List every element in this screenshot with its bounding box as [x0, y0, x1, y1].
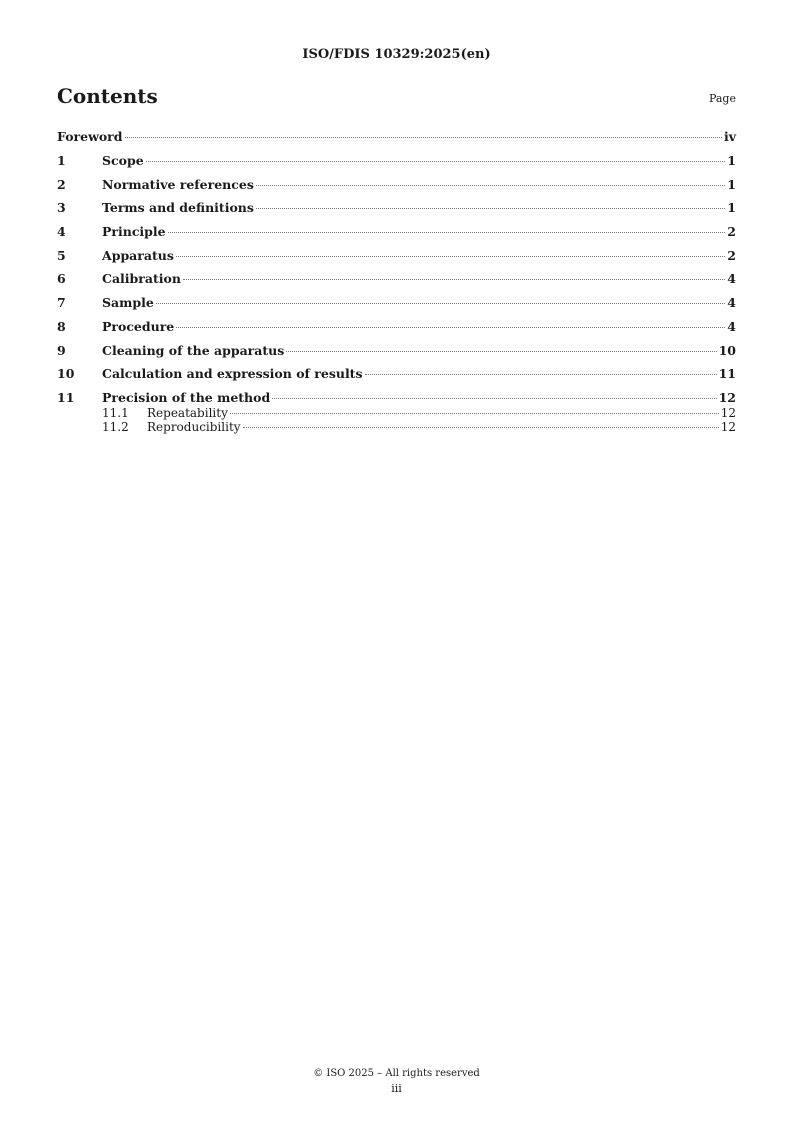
toc-entry-page: 4 [727, 318, 736, 334]
dot-leader [176, 256, 725, 257]
toc-entry-number: 7 [57, 295, 66, 311]
toc-entry-page: 1 [727, 200, 736, 216]
dot-leader [272, 398, 716, 399]
toc-entry-scope[interactable] [57, 152, 736, 176]
copyright-notice: © ISO 2025 – All rights reserved [313, 1068, 480, 1079]
toc-entry-page: 2 [727, 224, 736, 240]
dot-leader [286, 351, 716, 352]
toc-entry-title: Scope [102, 153, 144, 168]
page-column-label: Page [708, 92, 736, 105]
toc-entry-page: 4 [727, 295, 736, 311]
toc-entry-title: Normative references [102, 176, 254, 192]
toc-entry-apparatus[interactable] [57, 247, 736, 271]
toc-entry-page: iv [723, 129, 736, 144]
toc-entry-normative-references[interactable] [57, 176, 736, 200]
toc-entry-page: 11 [718, 366, 736, 382]
toc-subentry-repeatability[interactable] [57, 406, 736, 420]
toc-entry-precision-of-the-method[interactable] [57, 389, 736, 406]
toc-entry-title: Apparatus [102, 247, 174, 263]
toc-entry-title: Sample [102, 295, 154, 311]
toc-entry-title: Principle [102, 224, 166, 240]
dot-leader [230, 413, 719, 414]
toc-entry-number: 10 [57, 366, 75, 382]
table-of-contents [57, 128, 736, 434]
dot-leader [168, 232, 726, 233]
toc-entry-title: Foreword [57, 129, 123, 144]
toc-subentry-title: Repeatability [147, 405, 228, 420]
toc-entry-page: 4 [727, 271, 736, 287]
dot-leader [125, 137, 722, 138]
page-footer [0, 1066, 793, 1096]
dot-leader [365, 374, 717, 375]
toc-subentry-reproducibility[interactable] [57, 420, 736, 434]
toc-entry-number: 8 [57, 318, 66, 334]
dot-leader [183, 279, 725, 280]
toc-entry-page: 10 [718, 342, 736, 358]
toc-entry-calculation-and-expression-of-results[interactable] [57, 365, 736, 389]
toc-subentry-title: Reproducibility [147, 419, 241, 434]
toc-entry-number: 1 [57, 153, 66, 168]
dot-leader [146, 161, 726, 162]
toc-subentry-page: 12 [720, 419, 736, 434]
toc-entry-page: 1 [727, 176, 736, 192]
toc-entry-number: 2 [57, 176, 66, 192]
toc-entry-title: Cleaning of the apparatus [102, 342, 285, 358]
toc-entry-title: Precision of the method [102, 389, 271, 405]
toc-entry-procedure[interactable] [57, 318, 736, 342]
toc-entry-calibration[interactable] [57, 270, 736, 294]
toc-entry-sample[interactable] [57, 294, 736, 318]
toc-entry-page: 12 [718, 389, 736, 405]
toc-entry-title: Terms and definitions [102, 200, 254, 216]
toc-entry-number: 9 [57, 342, 66, 358]
document-code: ISO/FDIS 10329:2025(en) [302, 47, 491, 62]
toc-entry-terms-and-definitions[interactable] [57, 199, 736, 223]
toc-subentry-number: 11.1 [102, 405, 129, 420]
toc-entry-number: 5 [57, 247, 66, 263]
toc-subentry-number: 11.2 [102, 419, 129, 434]
toc-entry-principle[interactable] [57, 223, 736, 247]
dot-leader [156, 303, 726, 304]
dot-leader [243, 427, 719, 428]
toc-entry-title: Calibration [102, 271, 181, 287]
dot-leader [256, 185, 725, 186]
toc-entry-title: Procedure [102, 318, 175, 334]
contents-heading: Contents [57, 84, 158, 108]
dot-leader [256, 208, 725, 209]
toc-entry-number: 6 [57, 271, 66, 287]
toc-entry-title: Calculation and expression of results [102, 366, 363, 382]
toc-entry-number: 3 [57, 200, 66, 216]
toc-entry-number: 4 [57, 224, 66, 240]
toc-entry-foreword[interactable] [57, 128, 736, 152]
dot-leader [176, 327, 725, 328]
toc-entry-page: 1 [727, 153, 736, 168]
page-number: iii [391, 1082, 402, 1095]
toc-subentry-page: 12 [720, 405, 736, 420]
toc-entry-cleaning-of-the-apparatus[interactable] [57, 342, 736, 366]
toc-entry-page: 2 [727, 247, 736, 263]
toc-entry-number: 11 [57, 389, 75, 405]
